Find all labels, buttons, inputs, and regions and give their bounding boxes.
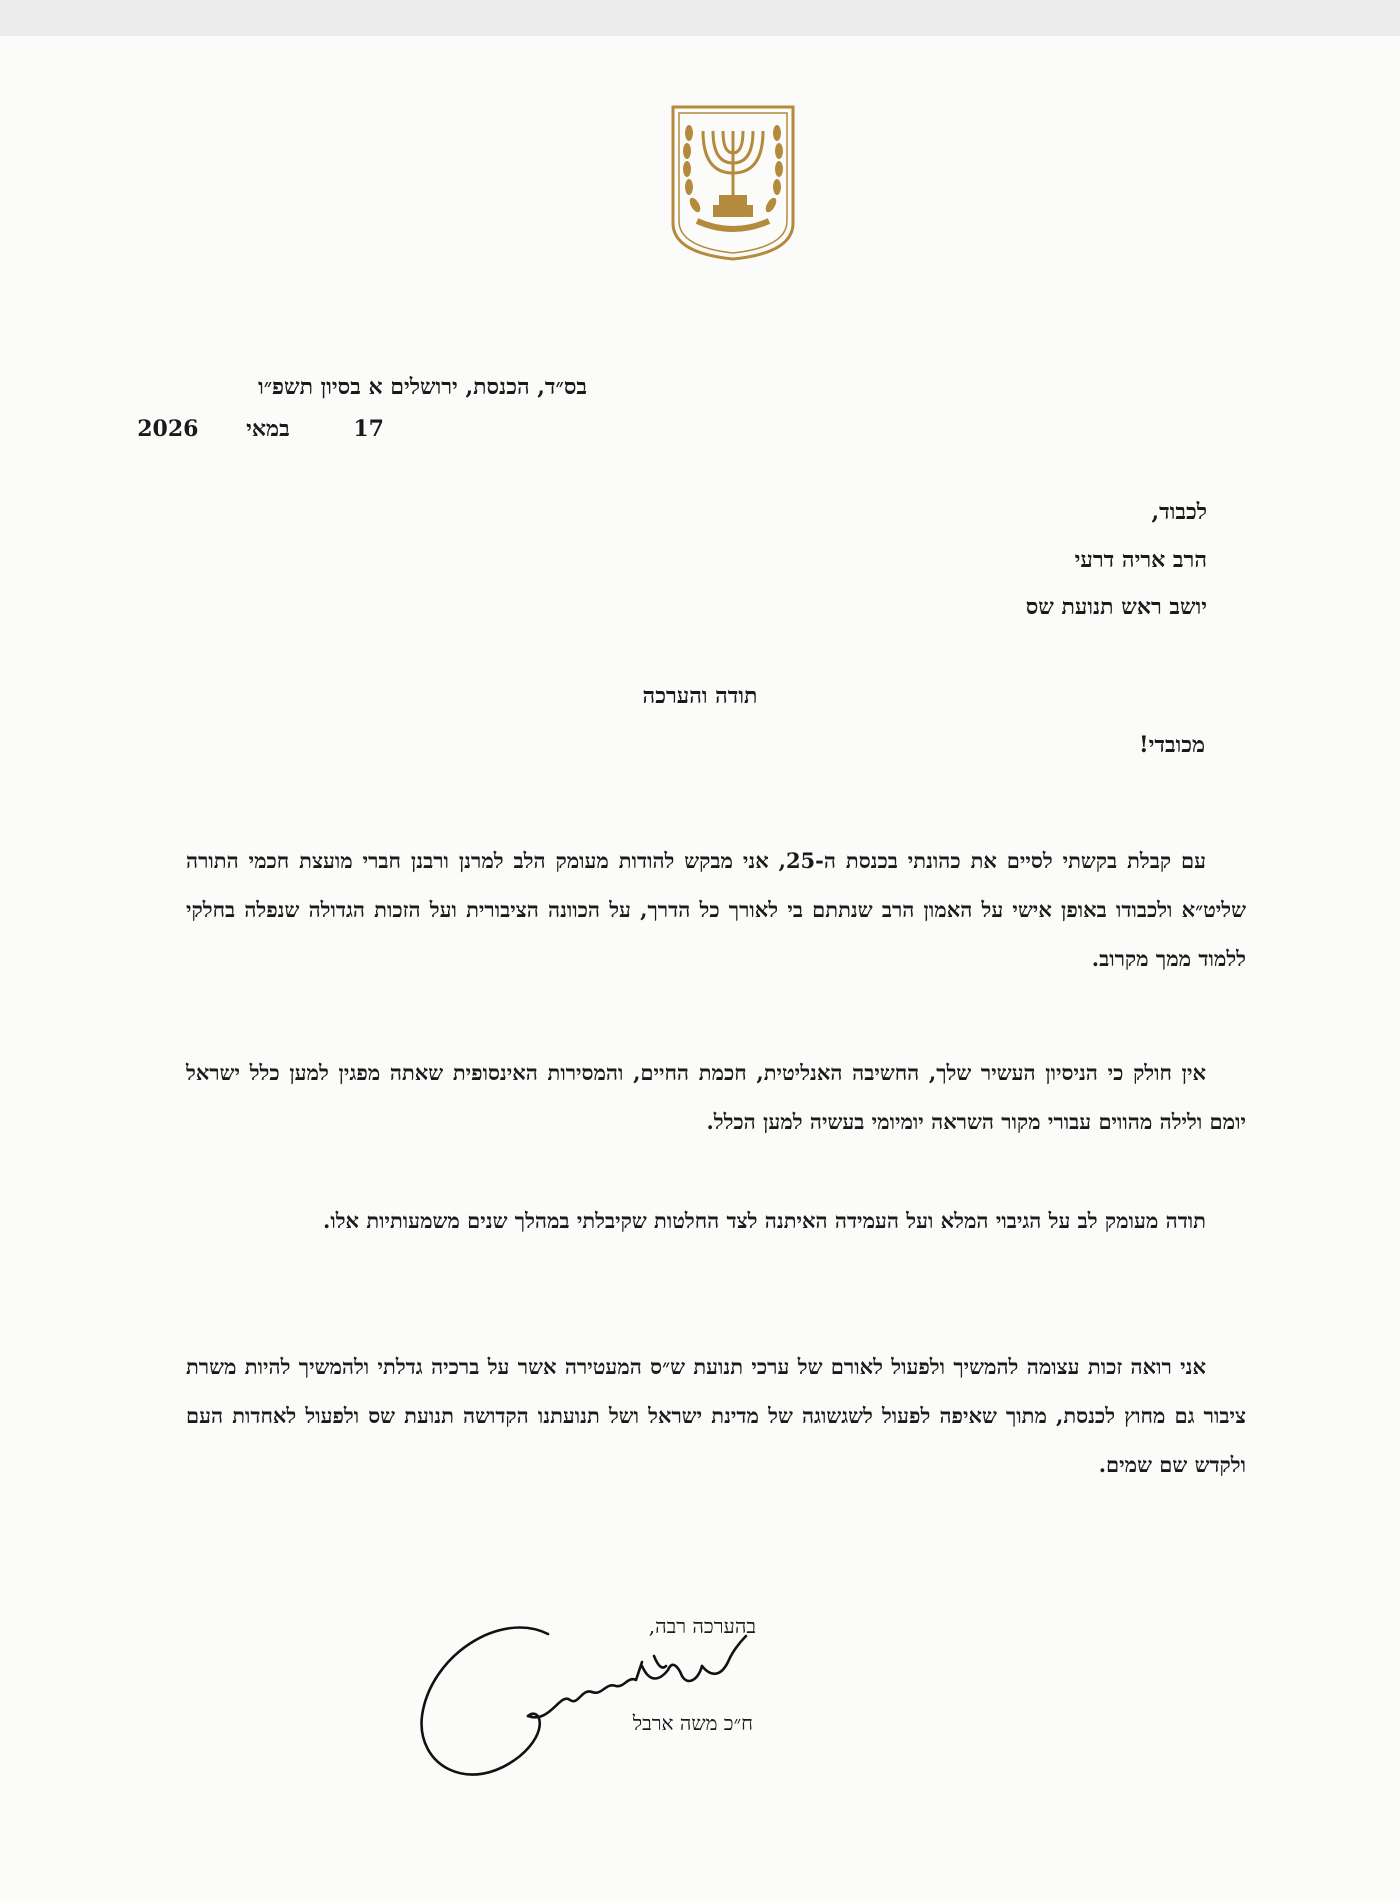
date-year: 2026 (137, 416, 199, 442)
state-emblem-icon (669, 103, 797, 263)
date-month: במאי (246, 416, 290, 442)
handwritten-signature (410, 1596, 770, 1796)
recipient-title: יושב ראש תנועת שס (1025, 594, 1207, 620)
letter-subject: תודה והערכה (642, 683, 758, 709)
body-paragraph: אין חולק כי הניסיון העשיר שלך, החשיבה האנליטית, חכמת החיים, והמסירות האינסופית שאתה מפגין למען כלל ישראל יומם ולילה מהווים עבורי מקור השראה יומיומי בעשיה למען הכלל. (186, 1060, 1246, 1134)
letter-closing: בהערכה רבה, (648, 1614, 756, 1638)
date-day: 17 (353, 416, 384, 442)
body-paragraph: תודה מעומק לב על הגיבוי המלא ועל העמידה האיתנה לצד החלטות שקיבלתי במהלך שנים משמעותיות אלו. (323, 1208, 1206, 1233)
letter-page (0, 36, 1400, 1901)
signer-name: ח״כ משה ארבל (632, 1711, 753, 1735)
top-bar (0, 0, 1400, 37)
recipient-salutation: לכבוד, (1151, 499, 1207, 525)
body-paragraph: אני רואה זכות עצומה להמשיך ולפעול לאורם של ערכי תנועת ש״ס המעטירה אשר על ברכיה גדלתי ולהמשיך להיות משרת ציבור גם מחוץ לכנסת, מתוך שאיפה לפעול לשגשוגה של מדינת ישראל ושל תנועתנו הקדושה תנועת שס ולפעול לאחדות העם ולקדש שם שמים. (186, 1354, 1246, 1477)
letter-greeting: מכובדי! (1138, 732, 1205, 758)
letter-date (137, 416, 384, 442)
recipient-name: הרב אריה דרעי (1074, 547, 1207, 573)
letter-dateline: בס״ד, הכנסת, ירושלים א בסיון תשפ״ו (258, 374, 587, 400)
body-paragraph: עם קבלת בקשתי לסיים את כהונתי בכנסת ה-25, אני מבקש להודות מעומק הלב למרנן ורבנן חברי מועצת חכמי התורה שליט״א ולכבודו באופן אישי על האמון הרב שנתתם בי לאורך כל הדרך, על הכוונה הציבורית ועל הזכות הגדולה שנפלה בחלקי ללמוד ממך מקרוב. (186, 848, 1246, 971)
